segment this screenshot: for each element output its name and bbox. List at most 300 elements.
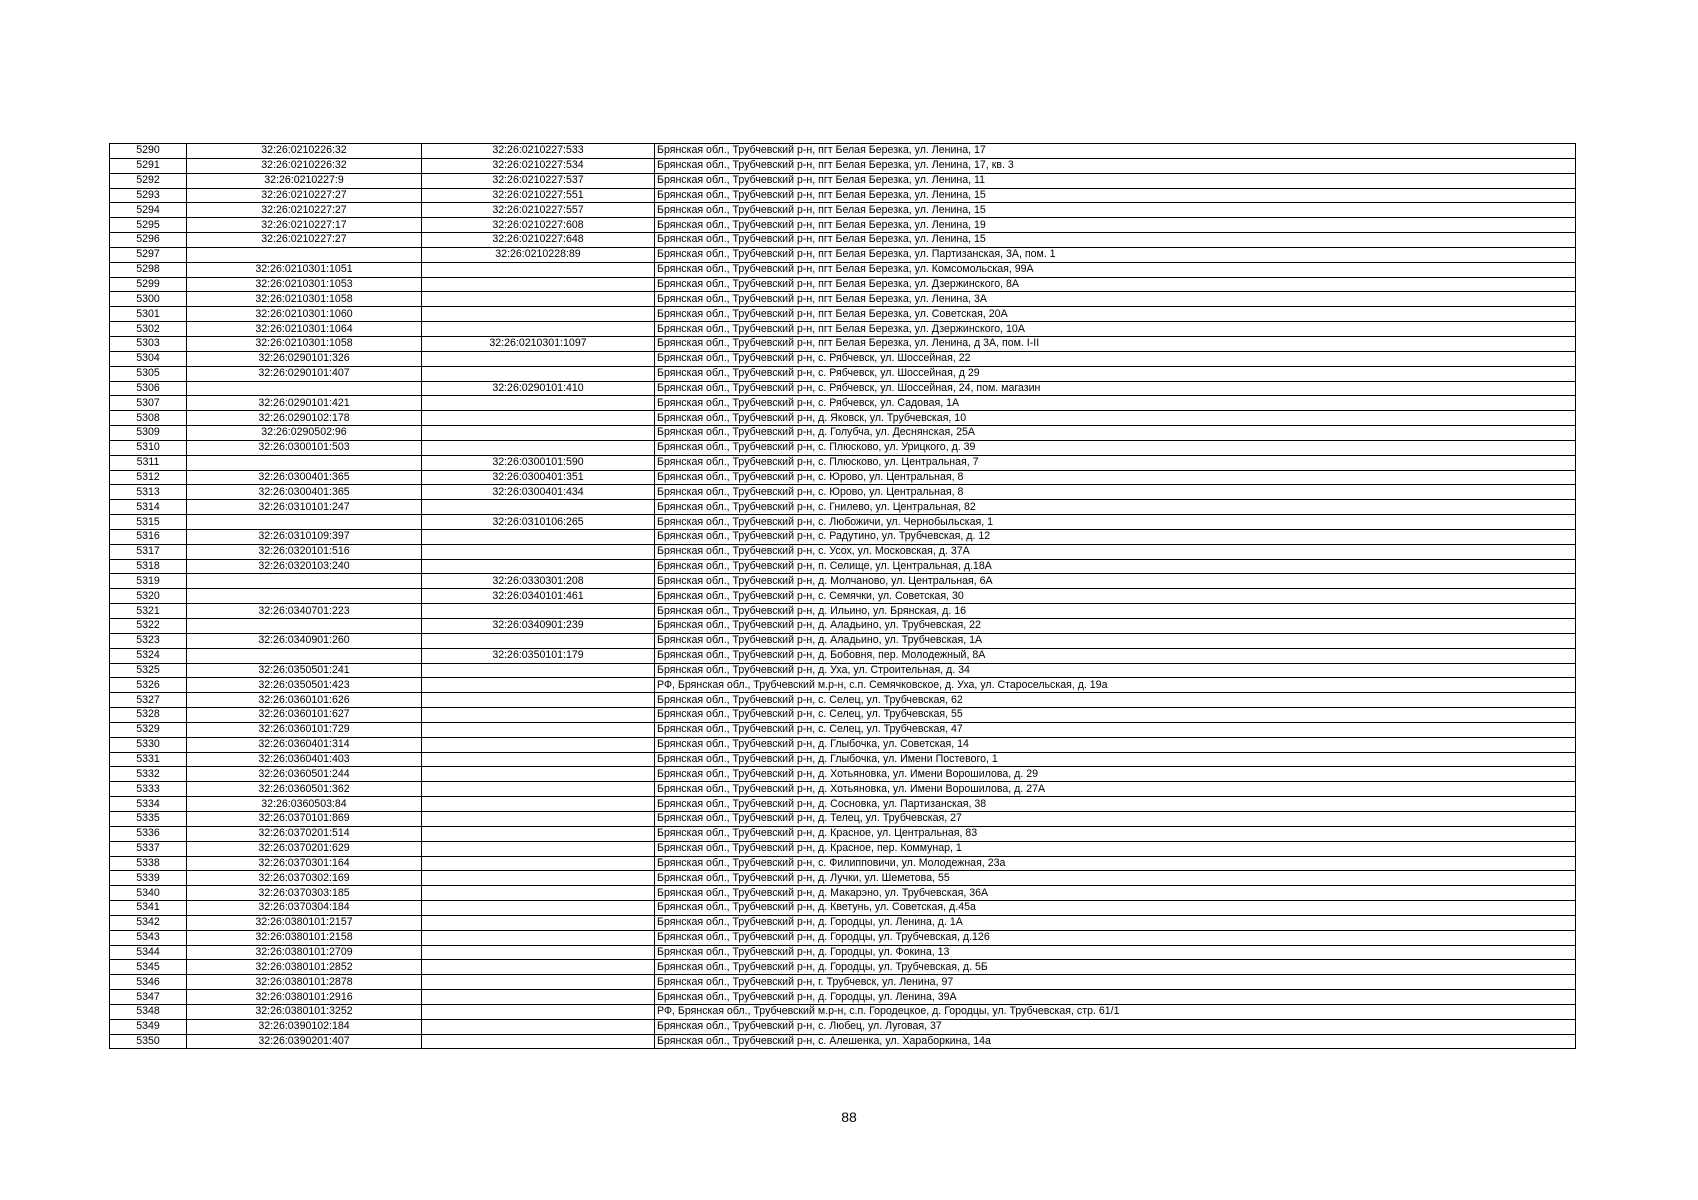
object-cadastral-number: 32:26:0340101:461 — [422, 589, 655, 604]
object-address: Брянская обл., Трубчевский р-н, пгт Белая Березка, ул. Ленина, 19 — [655, 218, 1576, 233]
parcel-cadastral-number: 32:26:0290502:96 — [187, 426, 422, 441]
object-address: Брянская обл., Трубчевский р-н, с. Филипповичи, ул. Молодежная, 23а — [655, 856, 1576, 871]
table-row — [110, 960, 1576, 975]
object-cadastral-number — [422, 752, 655, 767]
row-number: 5331 — [110, 752, 187, 767]
table-row — [110, 663, 1576, 678]
parcel-cadastral-number: 32:26:0370201:629 — [187, 841, 422, 856]
row-number: 5335 — [110, 811, 187, 826]
row-number: 5338 — [110, 856, 187, 871]
table-row — [110, 559, 1576, 574]
row-number: 5302 — [110, 322, 187, 337]
object-cadastral-number — [422, 604, 655, 619]
parcel-cadastral-number: 32:26:0300401:365 — [187, 470, 422, 485]
object-address: Брянская обл., Трубчевский р-н, пгт Белая Березка, ул. Дзержинского, 10А — [655, 322, 1576, 337]
row-number: 5323 — [110, 633, 187, 648]
object-cadastral-number — [422, 708, 655, 723]
table-row — [110, 708, 1576, 723]
object-address: Брянская обл., Трубчевский р-н, д. Лучки, ул. Шеметова, 55 — [655, 871, 1576, 886]
row-number: 5345 — [110, 960, 187, 975]
row-number: 5340 — [110, 886, 187, 901]
object-address: Брянская обл., Трубчевский р-н, с. Селец, ул. Трубчевская, 55 — [655, 708, 1576, 723]
row-number: 5341 — [110, 901, 187, 916]
object-cadastral-number — [422, 945, 655, 960]
object-cadastral-number — [422, 277, 655, 292]
table-row — [110, 589, 1576, 604]
table-row — [110, 811, 1576, 826]
object-cadastral-number: 32:26:0210227:537 — [422, 173, 655, 188]
table-row — [110, 975, 1576, 990]
row-number: 5333 — [110, 782, 187, 797]
row-number: 5322 — [110, 619, 187, 634]
parcel-cadastral-number — [187, 648, 422, 663]
object-cadastral-number — [422, 990, 655, 1005]
table-row — [110, 292, 1576, 307]
object-cadastral-number — [422, 351, 655, 366]
object-address: Брянская обл., Трубчевский р-н, д. Аладьино, ул. Трубчевская, 22 — [655, 619, 1576, 634]
row-number: 5296 — [110, 233, 187, 248]
table-row — [110, 648, 1576, 663]
table-row — [110, 633, 1576, 648]
parcel-cadastral-number: 32:26:0380101:3252 — [187, 1004, 422, 1019]
row-number: 5294 — [110, 203, 187, 218]
row-number: 5328 — [110, 708, 187, 723]
parcel-cadastral-number: 32:26:0340701:223 — [187, 604, 422, 619]
table-row — [110, 307, 1576, 322]
object-address: Брянская обл., Трубчевский р-н, пгт Белая Березка, ул. Ленина, 11 — [655, 173, 1576, 188]
parcel-cadastral-number: 32:26:0320103:240 — [187, 559, 422, 574]
parcel-cadastral-number: 32:26:0210301:1051 — [187, 262, 422, 277]
object-cadastral-number — [422, 1019, 655, 1034]
object-cadastral-number — [422, 396, 655, 411]
table-row — [110, 1019, 1576, 1034]
table-row — [110, 515, 1576, 530]
table-row — [110, 1004, 1576, 1019]
row-number: 5342 — [110, 915, 187, 930]
object-address: Брянская обл., Трубчевский р-н, д. Красное, ул. Центральная, 83 — [655, 826, 1576, 841]
row-number: 5293 — [110, 188, 187, 203]
object-address: Брянская обл., Трубчевский р-н, с. Рябчевск, ул. Садовая, 1А — [655, 396, 1576, 411]
row-number: 5332 — [110, 767, 187, 782]
object-cadastral-number — [422, 322, 655, 337]
table-row — [110, 915, 1576, 930]
table-row — [110, 262, 1576, 277]
parcel-cadastral-number: 32:26:0390201:407 — [187, 1034, 422, 1049]
parcel-cadastral-number: 32:26:0210227:27 — [187, 233, 422, 248]
table-row — [110, 500, 1576, 515]
object-cadastral-number — [422, 856, 655, 871]
parcel-cadastral-number: 32:26:0380101:2157 — [187, 915, 422, 930]
parcel-cadastral-number: 32:26:0310109:397 — [187, 529, 422, 544]
row-number: 5313 — [110, 485, 187, 500]
row-number: 5290 — [110, 144, 187, 159]
row-number: 5325 — [110, 663, 187, 678]
object-address: РФ, Брянская обл., Трубчевский м.р-н, с.п. Городецкое, д. Городцы, ул. Трубчевская, стр. 61/1 — [655, 1004, 1576, 1019]
object-address: Брянская обл., Трубчевский р-н, пгт Белая Березка, ул. Советская, 20А — [655, 307, 1576, 322]
object-address: Брянская обл., Трубчевский р-н, с. Семячки, ул. Советская, 30 — [655, 589, 1576, 604]
object-address: Брянская обл., Трубчевский р-н, пгт Белая Березка, ул. Партизанская, 3А, пом. 1 — [655, 247, 1576, 262]
table-row — [110, 826, 1576, 841]
parcel-cadastral-number: 32:26:0350501:423 — [187, 678, 422, 693]
object-address: Брянская обл., Трубчевский р-н, с. Алешенка, ул. Хараборкина, 14а — [655, 1034, 1576, 1049]
row-number: 5295 — [110, 218, 187, 233]
object-cadastral-number: 32:26:0210227:534 — [422, 158, 655, 173]
parcel-cadastral-number — [187, 515, 422, 530]
table-row — [110, 930, 1576, 945]
row-number: 5316 — [110, 529, 187, 544]
object-address: Брянская обл., Трубчевский р-н, д. Глыбочка, ул. Имени Постевого, 1 — [655, 752, 1576, 767]
object-cadastral-number — [422, 500, 655, 515]
table-row — [110, 336, 1576, 351]
object-address: Брянская обл., Трубчевский р-н, д. Кветунь, ул. Советская, д.45а — [655, 901, 1576, 916]
object-address: Брянская обл., Трубчевский р-н, д. Яковск, ул. Трубчевская, 10 — [655, 411, 1576, 426]
object-cadastral-number: 32:26:0210227:608 — [422, 218, 655, 233]
object-cadastral-number — [422, 262, 655, 277]
object-cadastral-number — [422, 737, 655, 752]
parcel-cadastral-number: 32:26:0380101:2852 — [187, 960, 422, 975]
registry-table-body — [110, 144, 1576, 1049]
parcel-cadastral-number: 32:26:0380101:2916 — [187, 990, 422, 1005]
row-number: 5350 — [110, 1034, 187, 1049]
parcel-cadastral-number — [187, 574, 422, 589]
row-number: 5303 — [110, 336, 187, 351]
row-number: 5312 — [110, 470, 187, 485]
table-row — [110, 411, 1576, 426]
table-row — [110, 455, 1576, 470]
table-row — [110, 440, 1576, 455]
object-address: Брянская обл., Трубчевский р-н, с. Юрово, ул. Центральная, 8 — [655, 470, 1576, 485]
row-number: 5306 — [110, 381, 187, 396]
table-row — [110, 945, 1576, 960]
object-address: Брянская обл., Трубчевский р-н, пгт Белая Березка, ул. Ленина, 17, кв. 3 — [655, 158, 1576, 173]
object-address: Брянская обл., Трубчевский р-н, г. Трубчевск, ул. Ленина, 97 — [655, 975, 1576, 990]
table-row — [110, 366, 1576, 381]
object-cadastral-number — [422, 693, 655, 708]
object-address: Брянская обл., Трубчевский р-н, д. Сосновка, ул. Партизанская, 38 — [655, 797, 1576, 812]
parcel-cadastral-number: 32:26:0210301:1058 — [187, 292, 422, 307]
table-row — [110, 277, 1576, 292]
parcel-cadastral-number: 32:26:0370303:185 — [187, 886, 422, 901]
row-number: 5320 — [110, 589, 187, 604]
object-address: Брянская обл., Трубчевский р-н, пгт Белая Березка, ул. Ленина, 15 — [655, 233, 1576, 248]
row-number: 5337 — [110, 841, 187, 856]
row-number: 5346 — [110, 975, 187, 990]
object-cadastral-number — [422, 886, 655, 901]
parcel-cadastral-number: 32:26:0210227:27 — [187, 203, 422, 218]
parcel-cadastral-number: 32:26:0290101:326 — [187, 351, 422, 366]
object-cadastral-number — [422, 1034, 655, 1049]
object-address: Брянская обл., Трубчевский р-н, пгт Белая Березка, ул. Ленина, д 3А, пом. I-II — [655, 336, 1576, 351]
parcel-cadastral-number: 32:26:0210226:32 — [187, 144, 422, 159]
object-cadastral-number — [422, 440, 655, 455]
object-address: Брянская обл., Трубчевский р-н, д. Ильино, ул. Брянская, д. 16 — [655, 604, 1576, 619]
object-cadastral-number — [422, 426, 655, 441]
table-row — [110, 797, 1576, 812]
parcel-cadastral-number: 32:26:0300401:365 — [187, 485, 422, 500]
object-cadastral-number — [422, 663, 655, 678]
object-address: Брянская обл., Трубчевский р-н, пгт Белая Березка, ул. Комсомольская, 99А — [655, 262, 1576, 277]
table-row — [110, 737, 1576, 752]
row-number: 5339 — [110, 871, 187, 886]
row-number: 5314 — [110, 500, 187, 515]
table-row — [110, 144, 1576, 159]
table-row — [110, 247, 1576, 262]
object-cadastral-number: 32:26:0210228:89 — [422, 247, 655, 262]
row-number: 5336 — [110, 826, 187, 841]
table-row — [110, 990, 1576, 1005]
table-row — [110, 351, 1576, 366]
table-row — [110, 529, 1576, 544]
object-address: Брянская обл., Трубчевский р-н, д. Уха, ул. Строительная, д. 34 — [655, 663, 1576, 678]
row-number: 5318 — [110, 559, 187, 574]
row-number: 5291 — [110, 158, 187, 173]
object-cadastral-number — [422, 767, 655, 782]
object-address: Брянская обл., Трубчевский р-н, д. Хотьяновка, ул. Имени Ворошилова, д. 29 — [655, 767, 1576, 782]
table-row — [110, 871, 1576, 886]
object-cadastral-number: 32:26:0300101:590 — [422, 455, 655, 470]
table-row — [110, 218, 1576, 233]
object-address: Брянская обл., Трубчевский р-н, д. Красное, пер. Коммунар, 1 — [655, 841, 1576, 856]
table-row — [110, 901, 1576, 916]
parcel-cadastral-number: 32:26:0360501:362 — [187, 782, 422, 797]
parcel-cadastral-number: 32:26:0360401:403 — [187, 752, 422, 767]
page-number: 88 — [841, 1109, 857, 1125]
object-cadastral-number: 32:26:0210227:533 — [422, 144, 655, 159]
parcel-cadastral-number: 32:26:0390102:184 — [187, 1019, 422, 1034]
parcel-cadastral-number: 32:26:0380101:2709 — [187, 945, 422, 960]
object-address: Брянская обл., Трубчевский р-н, п. Селище, ул. Центральная, д.18А — [655, 559, 1576, 574]
table-row — [110, 1034, 1576, 1049]
row-number: 5347 — [110, 990, 187, 1005]
object-cadastral-number — [422, 826, 655, 841]
row-number: 5324 — [110, 648, 187, 663]
parcel-cadastral-number — [187, 381, 422, 396]
parcel-cadastral-number — [187, 589, 422, 604]
parcel-cadastral-number: 32:26:0380101:2878 — [187, 975, 422, 990]
row-number: 5319 — [110, 574, 187, 589]
parcel-cadastral-number: 32:26:0350501:241 — [187, 663, 422, 678]
table-row — [110, 485, 1576, 500]
object-cadastral-number — [422, 797, 655, 812]
row-number: 5317 — [110, 544, 187, 559]
parcel-cadastral-number: 32:26:0370301:164 — [187, 856, 422, 871]
row-number: 5327 — [110, 693, 187, 708]
object-address: Брянская обл., Трубчевский р-н, пгт Белая Березка, ул. Ленина, 15 — [655, 203, 1576, 218]
object-address: Брянская обл., Трубчевский р-н, с. Селец, ул. Трубчевская, 62 — [655, 693, 1576, 708]
object-address: Брянская обл., Трубчевский р-н, пгт Белая Березка, ул. Ленина, 17 — [655, 144, 1576, 159]
object-address: Брянская обл., Трубчевский р-н, д. Молчаново, ул. Центральная, 6А — [655, 574, 1576, 589]
object-cadastral-number — [422, 901, 655, 916]
parcel-cadastral-number — [187, 247, 422, 262]
object-cadastral-number: 32:26:0350101:179 — [422, 648, 655, 663]
row-number: 5310 — [110, 440, 187, 455]
table-row — [110, 574, 1576, 589]
object-address: Брянская обл., Трубчевский р-н, с. Рябчевск, ул. Шоссейная, 22 — [655, 351, 1576, 366]
parcel-cadastral-number: 32:26:0210301:1060 — [187, 307, 422, 322]
object-cadastral-number — [422, 292, 655, 307]
parcel-cadastral-number: 32:26:0300101:503 — [187, 440, 422, 455]
object-address: Брянская обл., Трубчевский р-н, пгт Белая Березка, ул. Дзержинского, 8А — [655, 277, 1576, 292]
row-number: 5299 — [110, 277, 187, 292]
parcel-cadastral-number: 32:26:0380101:2158 — [187, 930, 422, 945]
table-row — [110, 722, 1576, 737]
table-row — [110, 203, 1576, 218]
row-number: 5330 — [110, 737, 187, 752]
object-cadastral-number — [422, 960, 655, 975]
object-address: Брянская обл., Трубчевский р-н, с. Любец, ул. Луговая, 37 — [655, 1019, 1576, 1034]
object-cadastral-number — [422, 307, 655, 322]
row-number: 5321 — [110, 604, 187, 619]
object-address: Брянская обл., Трубчевский р-н, с. Рябчевск, ул. Шоссейная, д 29 — [655, 366, 1576, 381]
object-cadastral-number — [422, 559, 655, 574]
parcel-cadastral-number: 32:26:0210301:1053 — [187, 277, 422, 292]
object-address: Брянская обл., Трубчевский р-н, с. Селец, ул. Трубчевская, 47 — [655, 722, 1576, 737]
object-address: Брянская обл., Трубчевский р-н, д. Телец, ул. Трубчевская, 27 — [655, 811, 1576, 826]
table-row — [110, 381, 1576, 396]
row-number: 5298 — [110, 262, 187, 277]
parcel-cadastral-number: 32:26:0360101:729 — [187, 722, 422, 737]
row-number: 5349 — [110, 1019, 187, 1034]
row-number: 5315 — [110, 515, 187, 530]
parcel-cadastral-number — [187, 455, 422, 470]
parcel-cadastral-number: 32:26:0210301:1058 — [187, 336, 422, 351]
object-address: Брянская обл., Трубчевский р-н, с. Плюсково, ул. Урицкого, д. 39 — [655, 440, 1576, 455]
object-address: Брянская обл., Трубчевский р-н, д. Городцы, ул. Ленина, 39А — [655, 990, 1576, 1005]
object-address: Брянская обл., Трубчевский р-н, д. Глыбочка, ул. Советская, 14 — [655, 737, 1576, 752]
parcel-cadastral-number: 32:26:0370302:169 — [187, 871, 422, 886]
table-row — [110, 856, 1576, 871]
parcel-cadastral-number: 32:26:0210227:17 — [187, 218, 422, 233]
table-row — [110, 886, 1576, 901]
row-number: 5305 — [110, 366, 187, 381]
row-number: 5308 — [110, 411, 187, 426]
table-row — [110, 782, 1576, 797]
parcel-cadastral-number: 32:26:0360401:314 — [187, 737, 422, 752]
object-cadastral-number: 32:26:0340901:239 — [422, 619, 655, 634]
row-number: 5326 — [110, 678, 187, 693]
parcel-cadastral-number: 32:26:0360503:84 — [187, 797, 422, 812]
object-cadastral-number — [422, 841, 655, 856]
parcel-cadastral-number: 32:26:0290101:407 — [187, 366, 422, 381]
object-cadastral-number — [422, 782, 655, 797]
row-number: 5297 — [110, 247, 187, 262]
row-number: 5301 — [110, 307, 187, 322]
object-address: Брянская обл., Трубчевский р-н, с. Радутино, ул. Трубчевская, д. 12 — [655, 529, 1576, 544]
table-row — [110, 322, 1576, 337]
object-address: Брянская обл., Трубчевский р-н, д. Голубча, ул. Деснянская, 25А — [655, 426, 1576, 441]
object-cadastral-number — [422, 411, 655, 426]
parcel-cadastral-number: 32:26:0360501:244 — [187, 767, 422, 782]
registry-table — [109, 143, 1576, 1049]
object-address: Брянская обл., Трубчевский р-н, с. Усох, ул. Московская, д. 37А — [655, 544, 1576, 559]
object-address: Брянская обл., Трубчевский р-н, д. Бобовня, пер. Молодежный, 8А — [655, 648, 1576, 663]
parcel-cadastral-number: 32:26:0340901:260 — [187, 633, 422, 648]
object-cadastral-number — [422, 1004, 655, 1019]
object-cadastral-number: 32:26:0210227:648 — [422, 233, 655, 248]
object-cadastral-number — [422, 678, 655, 693]
row-number: 5343 — [110, 930, 187, 945]
parcel-cadastral-number: 32:26:0310101:247 — [187, 500, 422, 515]
object-address: Брянская обл., Трубчевский р-н, с. Юрово, ул. Центральная, 8 — [655, 485, 1576, 500]
object-cadastral-number — [422, 544, 655, 559]
object-cadastral-number — [422, 975, 655, 990]
row-number: 5348 — [110, 1004, 187, 1019]
object-cadastral-number — [422, 811, 655, 826]
parcel-cadastral-number: 32:26:0360101:627 — [187, 708, 422, 723]
object-cadastral-number: 32:26:0290101:410 — [422, 381, 655, 396]
object-address: Брянская обл., Трубчевский р-н, д. Хотьяновка, ул. Имени Ворошилова, д. 27А — [655, 782, 1576, 797]
object-cadastral-number — [422, 366, 655, 381]
object-address: Брянская обл., Трубчевский р-н, д. Макарэно, ул. Трубчевская, 36А — [655, 886, 1576, 901]
object-cadastral-number — [422, 529, 655, 544]
parcel-cadastral-number: 32:26:0210227:9 — [187, 173, 422, 188]
row-number: 5334 — [110, 797, 187, 812]
table-row — [110, 604, 1576, 619]
object-address: Брянская обл., Трубчевский р-н, д. Городцы, ул. Трубчевская, д.126 — [655, 930, 1576, 945]
object-address: Брянская обл., Трубчевский р-н, пгт Белая Березка, ул. Ленина, 3А — [655, 292, 1576, 307]
parcel-cadastral-number: 32:26:0320101:516 — [187, 544, 422, 559]
parcel-cadastral-number: 32:26:0290101:421 — [187, 396, 422, 411]
parcel-cadastral-number: 32:26:0360101:626 — [187, 693, 422, 708]
table-row — [110, 841, 1576, 856]
row-number: 5292 — [110, 173, 187, 188]
object-cadastral-number: 32:26:0300401:351 — [422, 470, 655, 485]
row-number: 5307 — [110, 396, 187, 411]
row-number: 5329 — [110, 722, 187, 737]
table-row — [110, 158, 1576, 173]
object-cadastral-number — [422, 722, 655, 737]
table-row — [110, 693, 1576, 708]
table-row — [110, 752, 1576, 767]
table-row — [110, 767, 1576, 782]
object-cadastral-number: 32:26:0330301:208 — [422, 574, 655, 589]
table-row — [110, 619, 1576, 634]
object-address: Брянская обл., Трубчевский р-н, д. Городцы, ул. Фокина, 13 — [655, 945, 1576, 960]
object-cadastral-number — [422, 871, 655, 886]
row-number: 5300 — [110, 292, 187, 307]
object-address: Брянская обл., Трубчевский р-н, пгт Белая Березка, ул. Ленина, 15 — [655, 188, 1576, 203]
parcel-cadastral-number: 32:26:0370201:514 — [187, 826, 422, 841]
row-number: 5344 — [110, 945, 187, 960]
row-number: 5309 — [110, 426, 187, 441]
parcel-cadastral-number: 32:26:0210227:27 — [187, 188, 422, 203]
object-address: Брянская обл., Трубчевский р-н, с. Любожичи, ул. Чернобыльская, 1 — [655, 515, 1576, 530]
parcel-cadastral-number: 32:26:0210226:32 — [187, 158, 422, 173]
table-row — [110, 173, 1576, 188]
parcel-cadastral-number — [187, 619, 422, 634]
table-row — [110, 188, 1576, 203]
object-cadastral-number: 32:26:0210227:551 — [422, 188, 655, 203]
table-row — [110, 544, 1576, 559]
row-number: 5304 — [110, 351, 187, 366]
object-cadastral-number — [422, 930, 655, 945]
table-row — [110, 233, 1576, 248]
row-number: 5311 — [110, 455, 187, 470]
parcel-cadastral-number: 32:26:0290102:178 — [187, 411, 422, 426]
parcel-cadastral-number: 32:26:0370101:869 — [187, 811, 422, 826]
object-address: Брянская обл., Трубчевский р-н, с. Плюсково, ул. Центральная, 7 — [655, 455, 1576, 470]
object-address: Брянская обл., Трубчевский р-н, д. Городцы, ул. Трубчевская, д. 5Б — [655, 960, 1576, 975]
parcel-cadastral-number: 32:26:0210301:1064 — [187, 322, 422, 337]
table-row — [110, 396, 1576, 411]
object-address: РФ, Брянская обл., Трубчевский м.р-н, с.п. Семячковское, д. Уха, ул. Старосельская, д. 19а — [655, 678, 1576, 693]
table-row — [110, 426, 1576, 441]
object-cadastral-number: 32:26:0300401:434 — [422, 485, 655, 500]
object-cadastral-number — [422, 915, 655, 930]
object-address: Брянская обл., Трубчевский р-н, д. Городцы, ул. Ленина, д. 1А — [655, 915, 1576, 930]
object-address: Брянская обл., Трубчевский р-н, д. Аладьино, ул. Трубчевская, 1А — [655, 633, 1576, 648]
object-cadastral-number: 32:26:0210227:557 — [422, 203, 655, 218]
